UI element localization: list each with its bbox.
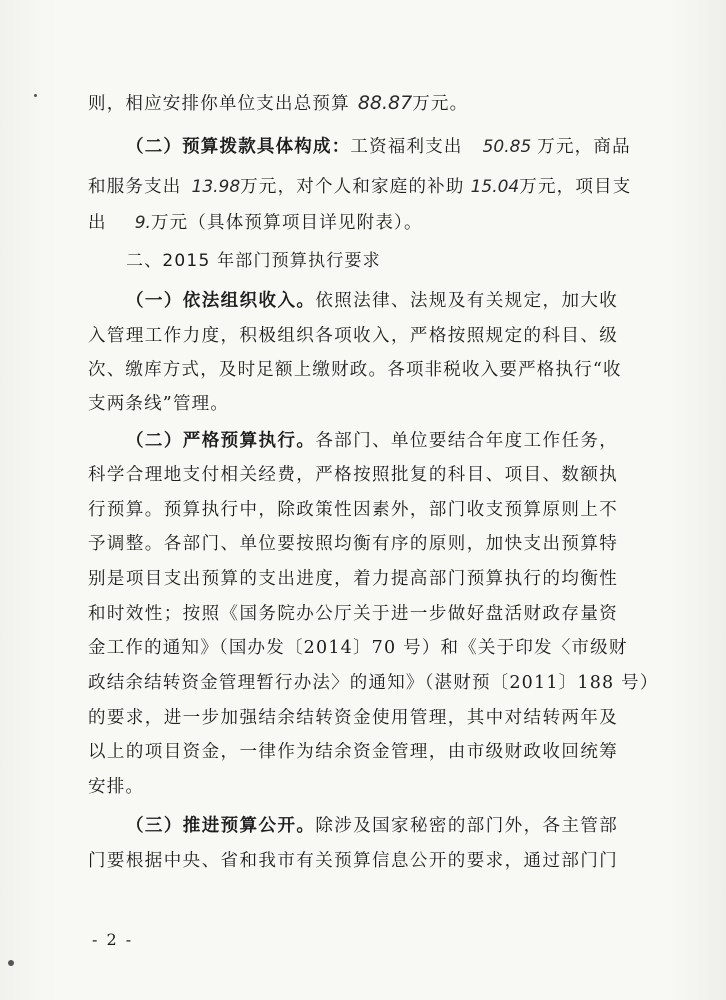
paragraph-line: 次、缴库方式，及时足额上缴财政。各项非税收入要严格执行“收 — [88, 360, 622, 380]
paragraph-line: 门要根据中央、省和我市有关预算信息公开的要求，通过部门门 — [88, 851, 618, 871]
text: 除涉及国家秘密的部门外，各主管部 — [315, 816, 619, 836]
paragraph-line: 安排。 — [88, 777, 145, 797]
paragraph-heading: （一）依法组织收入。 — [126, 291, 316, 311]
page-number: - 2 - — [92, 930, 134, 949]
text: 各部门、单位要结合年度工作任务， — [315, 431, 619, 451]
text: 工资福利支出 — [350, 137, 463, 157]
paragraph-heading: （二）严格预算执行。 — [126, 431, 316, 451]
paragraph-2-first-line — [126, 430, 618, 452]
handwritten-amount: 9. — [134, 213, 151, 233]
text: 万元，商品 — [537, 137, 631, 157]
text: 万元，项目支 — [519, 177, 632, 197]
budget-breakdown-line — [126, 136, 631, 158]
budget-breakdown-line-3 — [88, 212, 618, 234]
paragraph-line: 金工作的通知》（国办发〔2014〕70 号）和《关于印发〈市级财 — [88, 638, 628, 658]
section-heading: （二）预算拨款具体构成： — [126, 137, 351, 157]
section-title: 二、2015 年部门预算执行要求 — [126, 251, 381, 271]
paragraph-line: 政结余结转资金管理暂行办法〉的通知》（湛财预〔2011〕188 号） — [88, 673, 659, 693]
text: 万元。 — [412, 94, 469, 114]
paragraph-heading: （三）推进预算公开。 — [126, 816, 316, 836]
paragraph-line: 科学合理地支付相关经费，严格按照批复的科目、项目、数额执 — [88, 465, 618, 485]
paragraph-line: 和时效性；按照《国务院办公厅关于进一步做好盘活财政存量资 — [88, 604, 618, 624]
handwritten-amount: 88.87 — [357, 92, 413, 114]
paragraph-line: 入管理工作力度，积极组织各项收入，严格按照规定的科目、级 — [88, 326, 618, 346]
paragraph-line: 支两条线”管理。 — [88, 394, 230, 414]
text: 依照法律、法规及有关规定，加大收 — [315, 291, 619, 311]
paragraph-line: 予调整。各部门、单位要按照均衡有序的原则，加快支出预算特 — [88, 534, 618, 554]
handwritten-amount: 15.04 — [470, 177, 520, 197]
text: 万元（具体预算项目详见附表）。 — [150, 213, 423, 233]
text: 万元，对个人和家庭的补助 — [240, 177, 465, 197]
handwritten-amount: 50.85 — [482, 137, 532, 157]
paragraph-line: 行预算。预算执行中，除政策性因素外，部门收支预算原则上不 — [88, 500, 618, 520]
text: 则，相应安排你单位支出总预算 — [88, 94, 350, 114]
paragraph-line: 别是项目支出预算的支出进度，着力提高部门预算执行的均衡性 — [88, 569, 618, 589]
paragraph-line: 以上的项目资金，一律作为结余资金管理，由市级财政收回统筹 — [88, 742, 618, 762]
handwritten-amount: 13.98 — [191, 177, 241, 197]
budget-breakdown-line-2 — [88, 176, 632, 198]
text: 出 — [88, 213, 107, 233]
scan-speck — [34, 94, 37, 97]
text: 和服务支出 — [88, 177, 182, 197]
paragraph-1-first-line — [126, 290, 618, 312]
paragraph-line: 的要求，进一步加强结余结转资金使用管理，其中对结转两年及 — [88, 708, 618, 728]
scan-speck — [8, 960, 14, 966]
budget-total-line — [88, 92, 618, 115]
paragraph-3-first-line — [126, 815, 618, 837]
